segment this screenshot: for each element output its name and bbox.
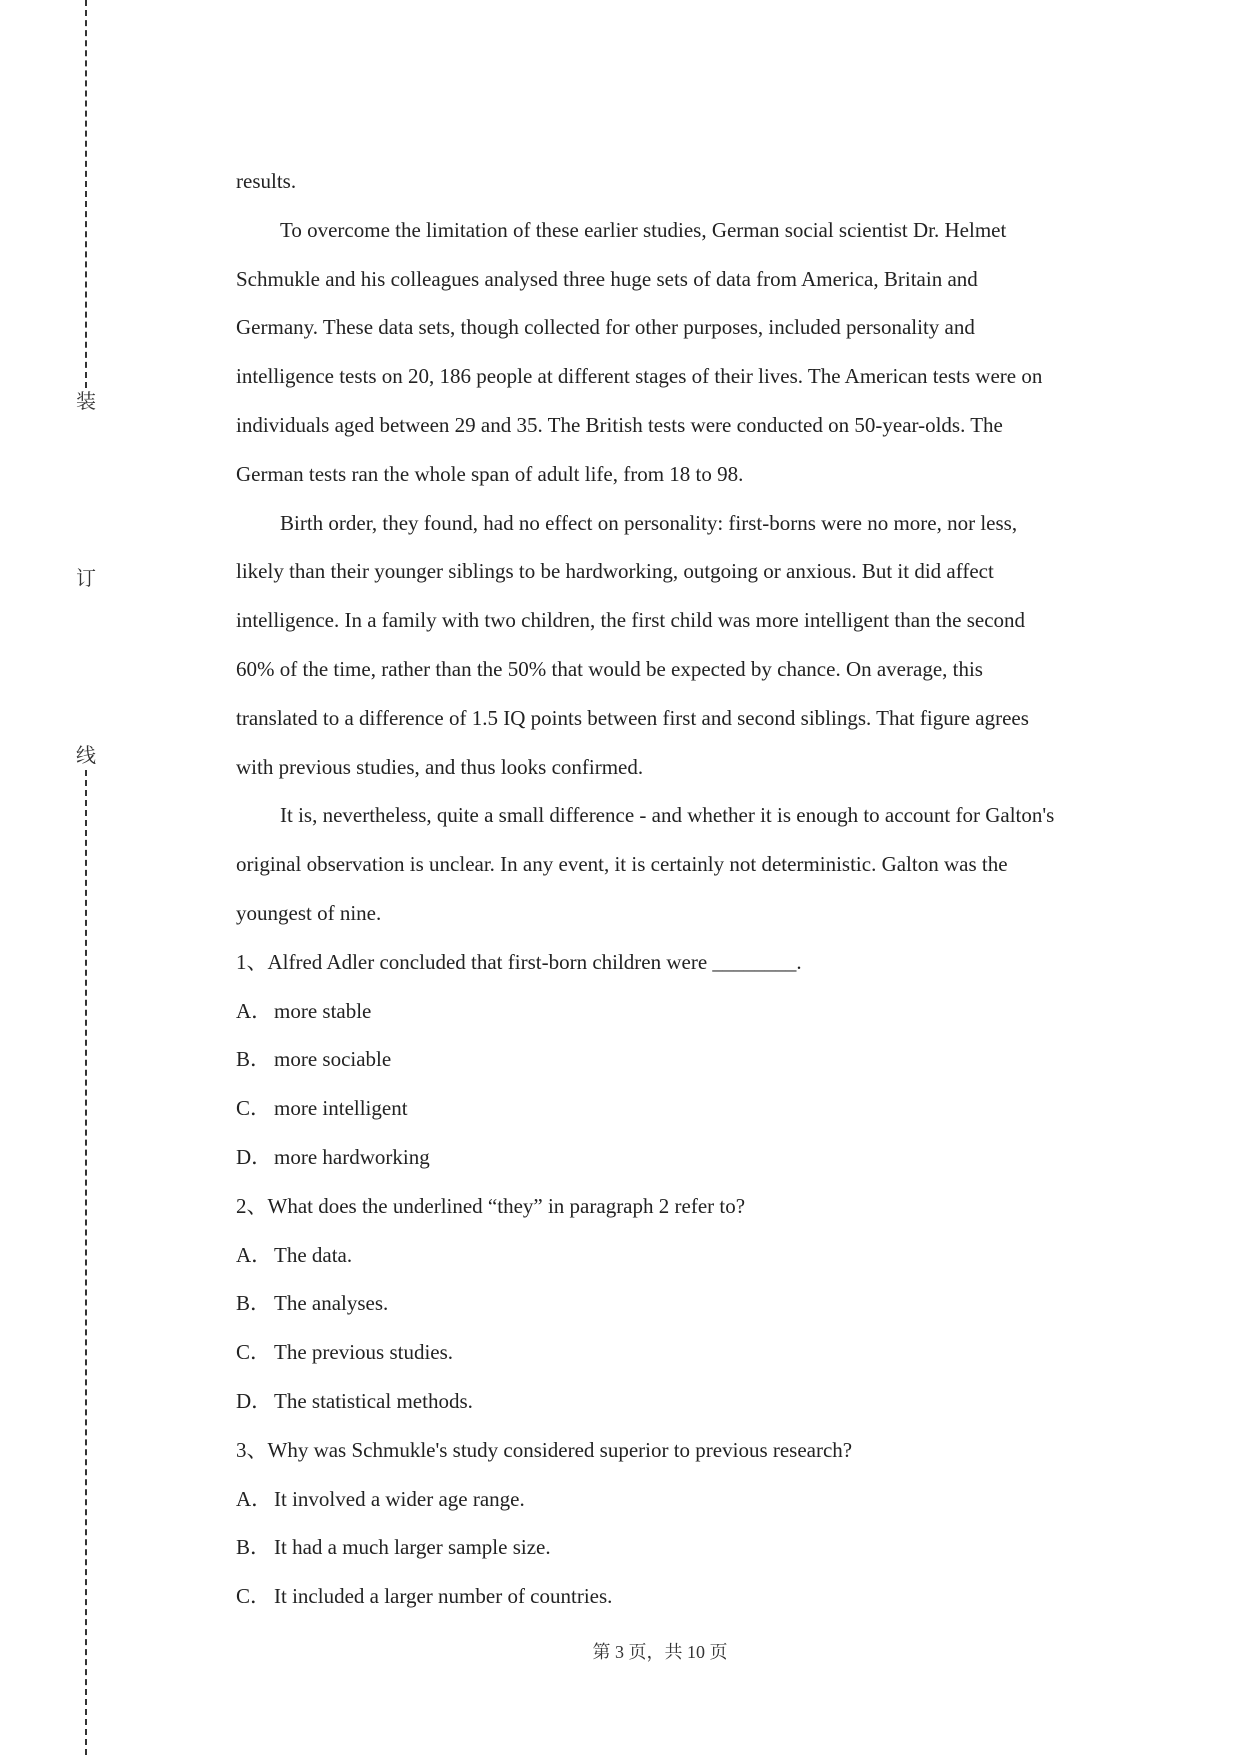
option-text: It involved a wider age range. — [274, 1486, 525, 1511]
answer-option[interactable] — [236, 1475, 1096, 1524]
passage-line: To overcome the limitation of these earlier studies, German social scientist Dr. Helmet — [280, 217, 1007, 242]
page-content — [236, 157, 1096, 1621]
question-1 — [236, 938, 1096, 1182]
passage-line: intelligence tests on 20, 186 people at different stages of their lives. The American tests were on — [236, 364, 1043, 389]
answer-option[interactable] — [236, 1377, 1096, 1426]
option-text: more stable — [274, 998, 372, 1023]
passage-line: Schmukle and his colleagues analysed three huge sets of data from America, Britain and — [236, 266, 978, 291]
answer-option[interactable] — [236, 1279, 1096, 1328]
option-text: more sociable — [274, 1047, 392, 1072]
passage-line: German tests ran the whole span of adult life, from 18 to 98. — [236, 461, 744, 486]
passage-line: intelligence. In a family with two children, the first child was more intelligent than the second — [236, 608, 1026, 633]
option-text: It had a much larger sample size. — [274, 1535, 551, 1560]
answer-option[interactable] — [236, 1523, 1096, 1572]
option-text: more intelligent — [274, 1096, 408, 1121]
option-letter: C． — [236, 1096, 272, 1121]
passage-line: likely than their younger siblings to be hardworking, outgoing or anxious. But it did affect — [236, 559, 994, 584]
option-letter: B． — [236, 1291, 272, 1316]
question-stem: 2、What does the underlined “they” in paragraph 2 refer to? — [236, 1193, 746, 1218]
answer-option[interactable] — [236, 987, 1096, 1036]
passage-line: youngest of nine. — [236, 900, 382, 925]
option-letter: D． — [236, 1144, 273, 1169]
page-number-footer: 第 3 页，共 10 页 — [592, 1642, 728, 1662]
binding-dashed-line-top — [85, 0, 87, 388]
answer-option[interactable] — [236, 1035, 1096, 1084]
binding-dashed-line-bottom — [85, 770, 87, 1755]
reading-passage — [236, 157, 1096, 938]
option-letter: A． — [236, 1242, 273, 1267]
binding-char-zhuang: 装 — [72, 388, 100, 416]
question-stem: 1、Alfred Adler concluded that first-born children were ________. — [236, 949, 802, 974]
option-letter: B． — [236, 1535, 272, 1560]
option-text: The statistical methods. — [274, 1388, 473, 1413]
passage-line: translated to a difference of 1.5 IQ points between first and second siblings. That figure agrees — [236, 705, 1029, 730]
passage-line: original observation is unclear. In any event, it is certainly not deterministic. Galton was the — [236, 852, 1008, 877]
passage-line: It is, nevertheless, quite a small difference - and whether it is enough to account for Galton's — [280, 803, 1055, 828]
option-letter: B． — [236, 1047, 272, 1072]
option-letter: A． — [236, 1486, 273, 1511]
passage-line: with previous studies, and thus looks confirmed. — [236, 754, 644, 779]
answer-option[interactable] — [236, 1133, 1096, 1182]
option-letter: A． — [236, 998, 273, 1023]
option-text: more hardworking — [274, 1144, 430, 1169]
option-letter: C． — [236, 1340, 272, 1365]
option-text: The previous studies. — [274, 1340, 454, 1365]
option-letter: C． — [236, 1584, 272, 1609]
question-stem: 3、Why was Schmukle's study considered superior to previous research? — [236, 1437, 853, 1462]
passage-line: results. — [236, 169, 297, 193]
passage-line: 60% of the time, rather than the 50% that would be expected by chance. On average, this — [236, 656, 983, 681]
passage-line: individuals aged between 29 and 35. The British tests were conducted on 50-year-olds. The — [236, 412, 1003, 437]
answer-option[interactable] — [236, 1231, 1096, 1280]
answer-option[interactable] — [236, 1572, 1096, 1621]
answer-option[interactable] — [236, 1328, 1096, 1377]
passage-line: Birth order, they found, had no effect on personality: first-borns were no more, nor less, — [280, 510, 1018, 535]
binding-char-ding: 订 — [72, 565, 100, 593]
question-2 — [236, 1182, 1096, 1426]
binding-char-xian: 线 — [72, 742, 100, 770]
passage-line: Germany. These data sets, though collected for other purposes, included personality and — [236, 315, 975, 340]
question-3 — [236, 1426, 1096, 1621]
option-text: The data. — [274, 1242, 353, 1267]
option-text: It included a larger number of countries. — [274, 1584, 613, 1609]
answer-option[interactable] — [236, 1084, 1096, 1133]
option-text: The analyses. — [274, 1291, 389, 1316]
option-letter: D． — [236, 1388, 273, 1413]
